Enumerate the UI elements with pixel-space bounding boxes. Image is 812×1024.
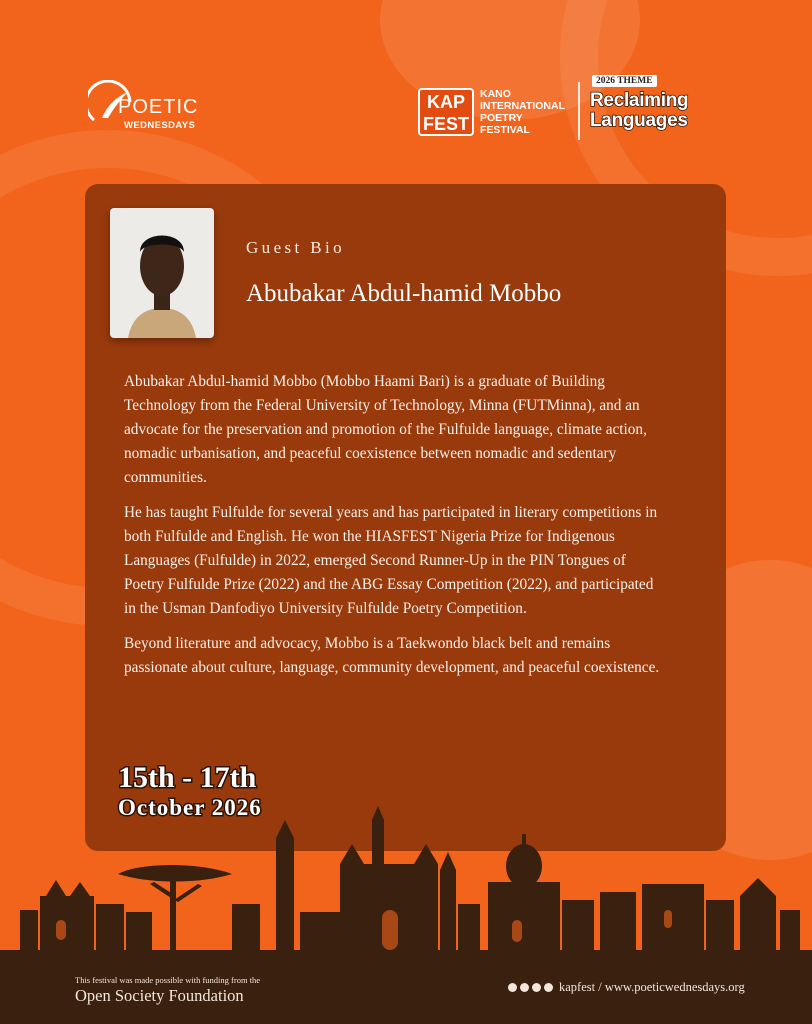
guest-bio [124,370,664,691]
guest-photo [110,208,214,338]
kapfest-logo [418,88,580,138]
bio-paragraph: Abubakar Abdul-hamid Mobbo (Mobbo Haami Bari) is a graduate of Building Technology from the Federal University of Technology, Minna (FUTMinna), and an advocate for the preservation and promotion of the Fulfulde language, climate action, nomadic urbanisation, and peaceful coexistence between nomadic and sedentary communities. [124,373,647,486]
theme-tag: 2026 THEME [592,75,657,87]
funder-name: Open Society Foundation [75,986,244,1005]
x-icon[interactable] [520,983,529,992]
bio-paragraph: He has taught Fulfulde for several years and has participated in literary competitions in both Fulfulde and English. He won the HIASFEST Nigeria Prize for Indigenous Languages (Fulfulde) in 2022, emerged Second Runner-Up in the PIN Tongues of Poetry Fulfulde Prize (2022) and the ABG Essay Competition (2022), and participated in the Usman Danfodiyo University Fulfulde Poetry Competition. [124,504,658,617]
guest-portrait-icon [110,208,214,338]
footer-links [508,980,745,995]
funding-credit [75,975,260,1006]
website-link[interactable]: kapfest / www.poeticwednesdays.org [559,980,745,994]
logo-text-poetic: POETIC [118,96,199,118]
instagram-icon[interactable] [532,983,541,992]
funding-note: This festival was made possible with funding from the [75,975,261,985]
poetic-wednesdays-logo [88,74,228,140]
date-range: 15th - 17th [118,761,257,794]
theme-title: Reclaiming Languages [590,90,689,131]
social-icons [508,983,553,992]
logo-divider [578,82,580,140]
kapfest-title: KANO INTERNATIONAL POETRY FESTIVAL [480,88,565,136]
bio-paragraph: Beyond literature and advocacy, Mobbo is a Taekwondo black belt and remains passionate about culture, language, community development, and peaceful coexistence. [124,635,660,676]
logo-text-wednesdays: WEDNESDAYS [124,120,196,131]
guest-name: Abubakar Abdul-hamid Mobbo [246,280,562,307]
facebook-icon[interactable] [508,983,517,992]
date-month-year: October 2026 [118,795,262,820]
section-label: Guest Bio [246,238,346,257]
kapfest-badge: KAP FEST [418,88,474,136]
youtube-icon[interactable] [544,983,553,992]
